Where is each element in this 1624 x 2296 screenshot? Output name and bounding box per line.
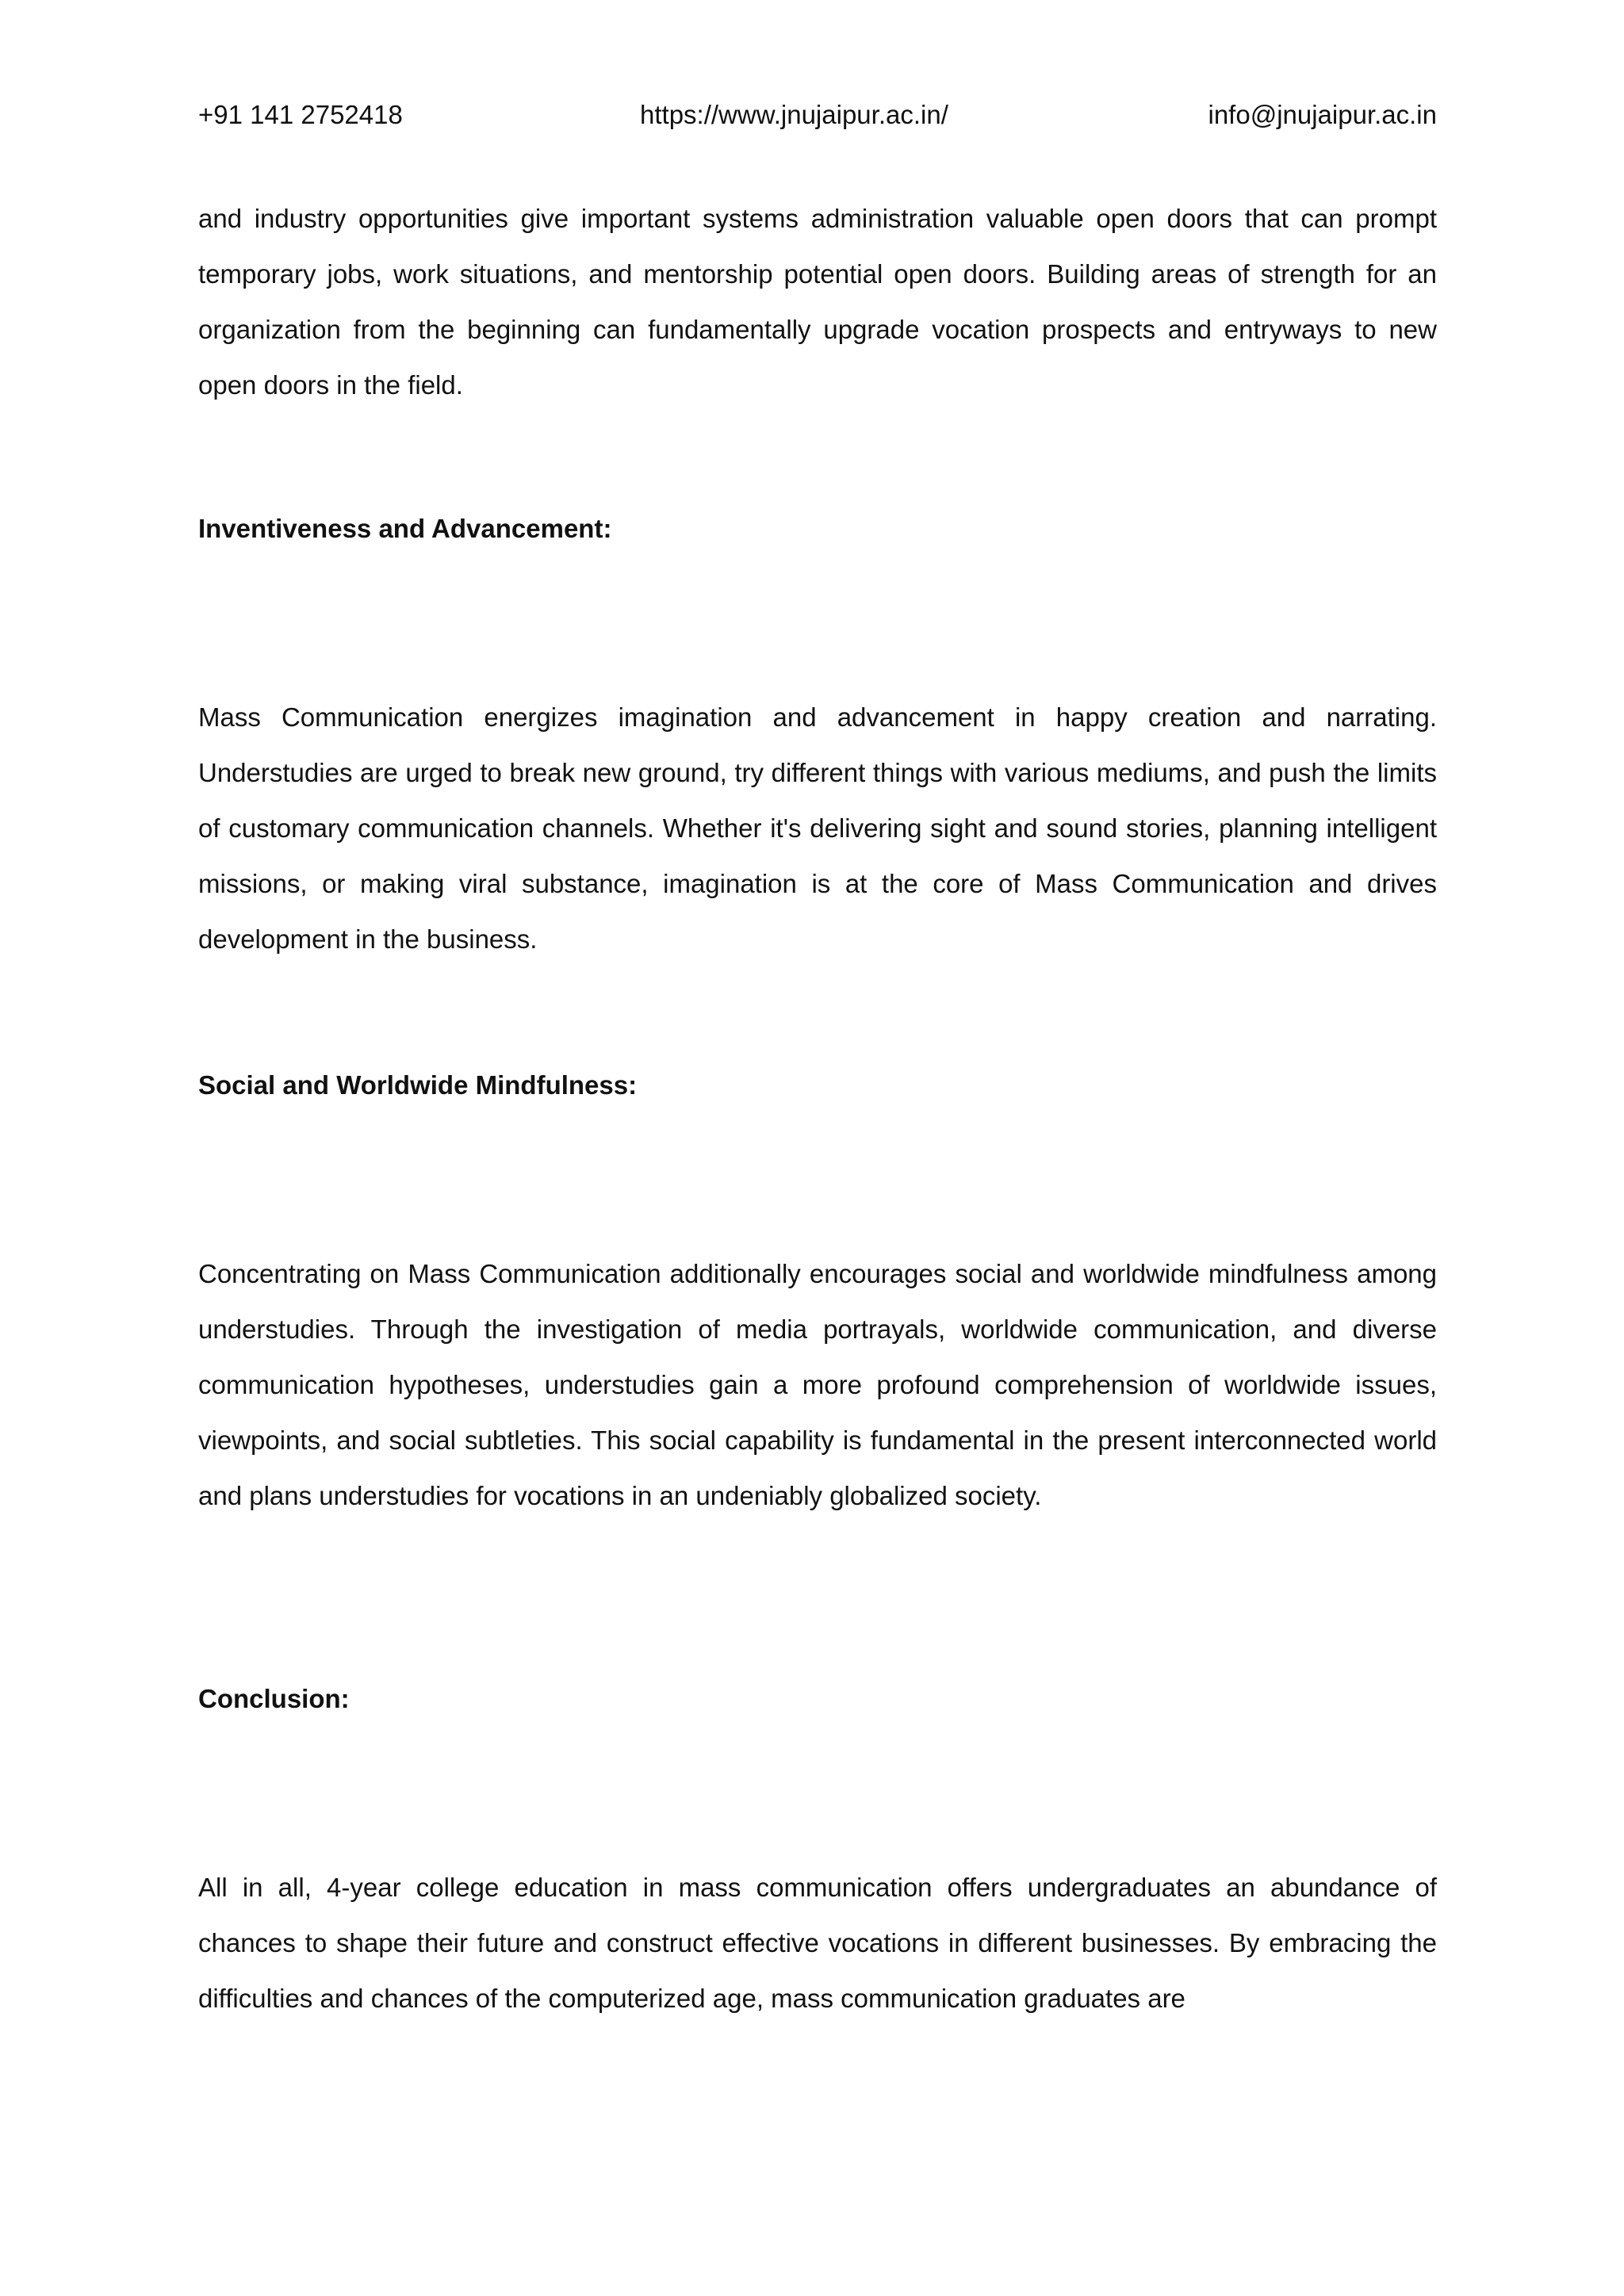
social-heading: Social and Worldwide Mindfulness: <box>198 1070 638 1100</box>
conclusion-heading: Conclusion: <box>198 1684 350 1713</box>
header-email-link[interactable]: info@jnujaipur.ac.in <box>1208 100 1437 129</box>
intro-paragraph: and industry opportunities give important systems administration valuable open doors that can prompt temporary jobs, work situations, and mentorship potential open doors. Building areas of strength for an organization from the beginning can fundamentally upgrade vocation prospects and entryways to new open doors in the field. <box>198 204 1437 400</box>
inventiveness-section <box>198 690 1437 967</box>
inventiveness-heading-block <box>198 501 1437 557</box>
page-header <box>198 95 1437 135</box>
header-website-link[interactable]: https://www.jnujaipur.ac.in/ <box>640 100 948 129</box>
intro-section <box>198 191 1437 413</box>
social-section <box>198 1246 1437 1524</box>
conclusion-heading-block <box>198 1671 1437 1727</box>
header-phone: +91 141 2752418 <box>198 100 403 129</box>
conclusion-section <box>198 1860 1437 2026</box>
conclusion-paragraph: All in all, 4-year college education in mass communication offers undergraduates an abundance of chances to shape their future and construct effective vocations in different businesses. By embracing the difficulties and chances of the computerized age, mass communication graduates are <box>198 1873 1437 2013</box>
social-heading-block <box>198 1058 1437 1113</box>
inventiveness-paragraph: Mass Communication energizes imagination and advancement in happy creation and narrating. Understudies are urged to break new ground, try different things with various mediums, and push the limits of customary communication channels. Whether it's delivering sight and sound stories, planning intelligent missions, or making viral substance, imagination is at the core of Mass Communication and drives development in the business. <box>198 702 1437 954</box>
inventiveness-heading: Inventiveness and Advancement: <box>198 514 612 543</box>
social-paragraph: Concentrating on Mass Communication additionally encourages social and worldwide mindfulness among understudies. Through the investigation of media portrayals, worldwide communication, and diverse communication hypotheses, understudies gain a more profound comprehension of worldwide issues, viewpoints, and social subtleties. This social capability is fundamental in the present interconnected world and plans understudies for vocations in an undeniably globalized society. <box>198 1259 1437 1510</box>
